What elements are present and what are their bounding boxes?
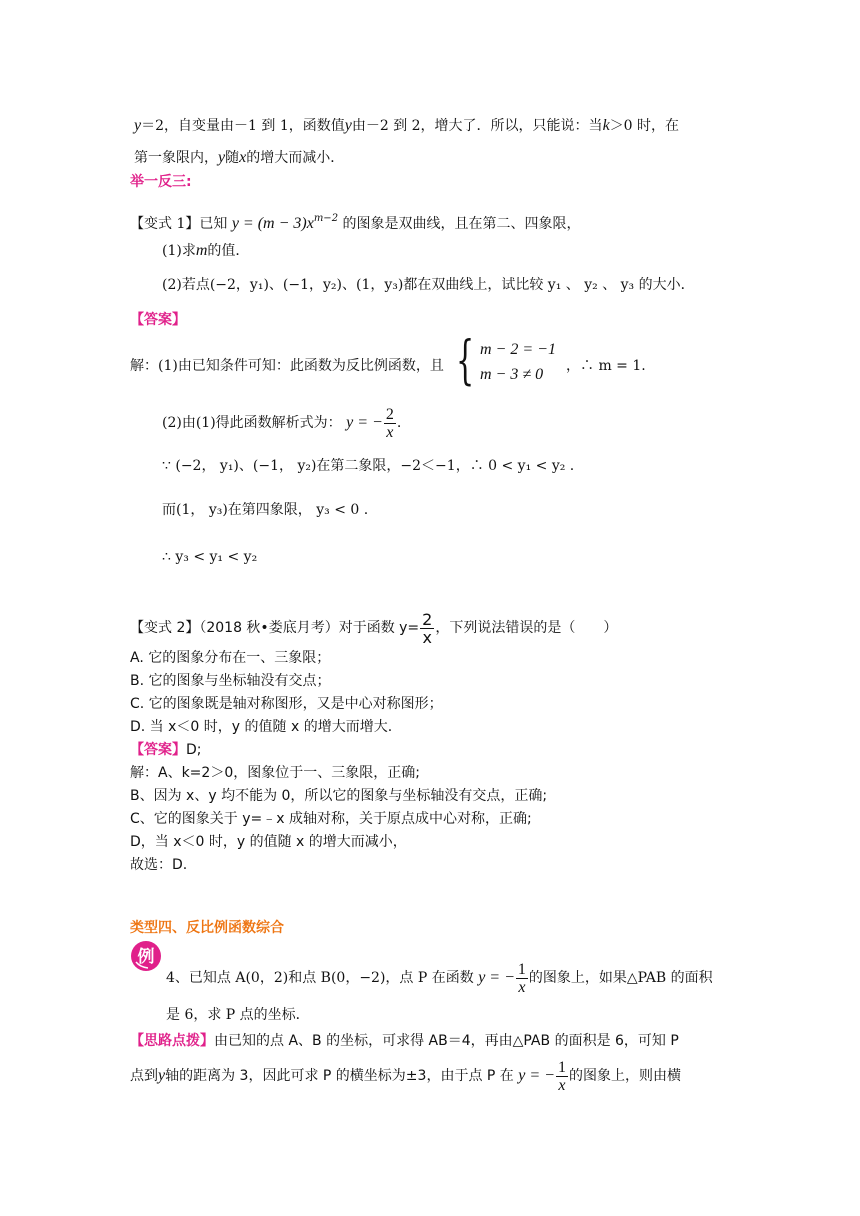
- fraction: [420, 611, 434, 646]
- variant2-answer: [130, 740, 202, 760]
- fraction: [516, 961, 528, 996]
- example-line-1: [166, 958, 713, 998]
- practice-heading: 举一反三:: [130, 174, 192, 190]
- fraction-num: 1: [517, 960, 526, 978]
- solution-line: D，当 x＜0 时，y 的值随 x 的增大而减小，: [130, 834, 407, 850]
- brace: {: [456, 331, 475, 391]
- variant1-formula: y = (m − 3)x: [231, 215, 314, 232]
- fraction-num: 2: [422, 609, 433, 629]
- variant1-q1: [162, 241, 249, 261]
- text: .: [396, 415, 402, 431]
- text: ，下列说法错误的是（ ）: [435, 620, 618, 636]
- variant1-exponent: m−2: [313, 213, 339, 224]
- solution-line: B、因为 x、y 均不能为 0，所以它的图象与坐标轴没有交点，正确;: [130, 788, 548, 804]
- math-x: x: [239, 149, 247, 166]
- variant2-label: 【变式 2】（2018 秋•娄底月考）对于函数 y=: [130, 620, 420, 636]
- math-lhs: y = −: [518, 1067, 555, 1084]
- example-badge-icon: [130, 940, 162, 972]
- equation-system: [456, 331, 566, 395]
- hint-label: 【思路点拨】: [130, 1033, 214, 1049]
- text: (1)求: [162, 243, 196, 259]
- variant1-sol4: 而(1， y₃)在第四象限， y₃ < 0 .: [162, 502, 369, 518]
- text: 的增大而减小．: [246, 150, 345, 166]
- text: 的图象上，如果△PAB 的面积: [528, 970, 713, 986]
- variant1-sol1: [130, 356, 444, 376]
- system-row-1: m − 2 = −1: [480, 341, 556, 358]
- text: 由－2 到 2，增大了．所以，只能说：当: [351, 118, 603, 134]
- section-heading: 类型四、反比例函数综合: [130, 920, 284, 936]
- answer-value: D;: [186, 742, 202, 758]
- variant1-q2: (2)若点(−2，y₁)、(−1，y₂)、(1，y₃)都在双曲线上，试比较 y₁ 、 y₂ 、 y₃ 的大小．: [162, 277, 695, 293]
- fraction-den: x: [518, 978, 526, 996]
- solution-line: 解：A、k=2＞0，图象位于一、三象限，正确;: [130, 765, 420, 781]
- text: 第一象限内，: [134, 150, 218, 166]
- text: 的值．: [207, 243, 250, 259]
- variant1-sol3: ∵ (−2， y₁)、(−1， y₂)在第二象限，−2＜−1，∴ 0 < y₁ < y₂ .: [162, 458, 575, 474]
- badge-text: 例: [137, 947, 155, 967]
- hint-line-2: [130, 1056, 681, 1096]
- solution-line: 故选：D.: [130, 857, 188, 873]
- option-b: B. 它的图象与坐标轴没有交点；: [130, 673, 331, 689]
- variant1-sol2: [162, 403, 401, 443]
- text: 点到: [130, 1068, 158, 1084]
- solution-line: C、它的图象关于 y=﹣x 成轴对称，关于原点成中心对称，正确;: [130, 811, 532, 827]
- fraction-num: 1: [557, 1058, 566, 1076]
- text: 的图象是双曲线，且在第二、四象限，: [342, 216, 581, 232]
- math-y: y: [134, 117, 142, 134]
- fraction-den: x: [386, 423, 394, 441]
- text: (2)由(1)得此函数解析式为：: [162, 415, 342, 431]
- fraction-den: x: [558, 1076, 566, 1094]
- math-m: m: [195, 242, 208, 259]
- fraction: [556, 1059, 568, 1094]
- variant1-title: [130, 209, 581, 234]
- fraction-num: 2: [385, 405, 394, 423]
- hint-line-1: [130, 1031, 679, 1051]
- variant1-answer-label: 【答案】: [130, 312, 186, 328]
- option-a: A. 它的图象分布在一、三象限；: [130, 650, 331, 666]
- answer-label: 【答案】: [130, 742, 186, 758]
- fraction: [384, 406, 396, 441]
- text: 由已知的点 A、B 的坐标，可求得 AB＝4，再由△PAB 的面积是 6，可知 P: [214, 1033, 679, 1049]
- math-y: y: [344, 117, 352, 134]
- text: 轴的距离为 3，因此可求 P 的横坐标为±3，由于点 P 在: [165, 1068, 514, 1084]
- math-y: y: [158, 1067, 166, 1084]
- variant1-label: 【变式 1】已知: [130, 216, 228, 232]
- system-row-2: m − 3 ≠ 0: [480, 366, 544, 383]
- math-k: k: [602, 117, 610, 134]
- text: ＝2，自变量由－1 到 1，函数值: [141, 118, 345, 134]
- intro-line-2: [134, 148, 344, 168]
- text: ＞0 时，在: [609, 118, 680, 134]
- variant1-sol5: ∴ y₃ < y₁ < y₂: [162, 549, 258, 565]
- text: 的图象上，则由横: [568, 1068, 681, 1084]
- math-lhs: y = −: [478, 969, 515, 986]
- variant2-title: [130, 608, 617, 648]
- option-d: D. 当 x＜0 时，y 的值随 x 的增大而增大.: [130, 719, 393, 735]
- intro-line-1: [134, 116, 679, 136]
- variant1-sol1-end: ，∴ m = 1.: [566, 358, 646, 374]
- text: 解：(1)由已知条件可知：此函数为反比例函数，且: [130, 358, 444, 374]
- math-y: y: [218, 149, 226, 166]
- text: 4、已知点 A(0，2)和点 B(0，−2)，点 P 在函数: [166, 970, 474, 986]
- fraction-den: x: [422, 627, 432, 647]
- text: 随: [225, 150, 240, 166]
- math-lhs: y = −: [346, 414, 383, 431]
- option-c: C. 它的图象既是轴对称图形，又是中心对称图形；: [130, 696, 443, 712]
- example-line-2: 是 6，求 P 点的坐标．: [166, 1007, 310, 1023]
